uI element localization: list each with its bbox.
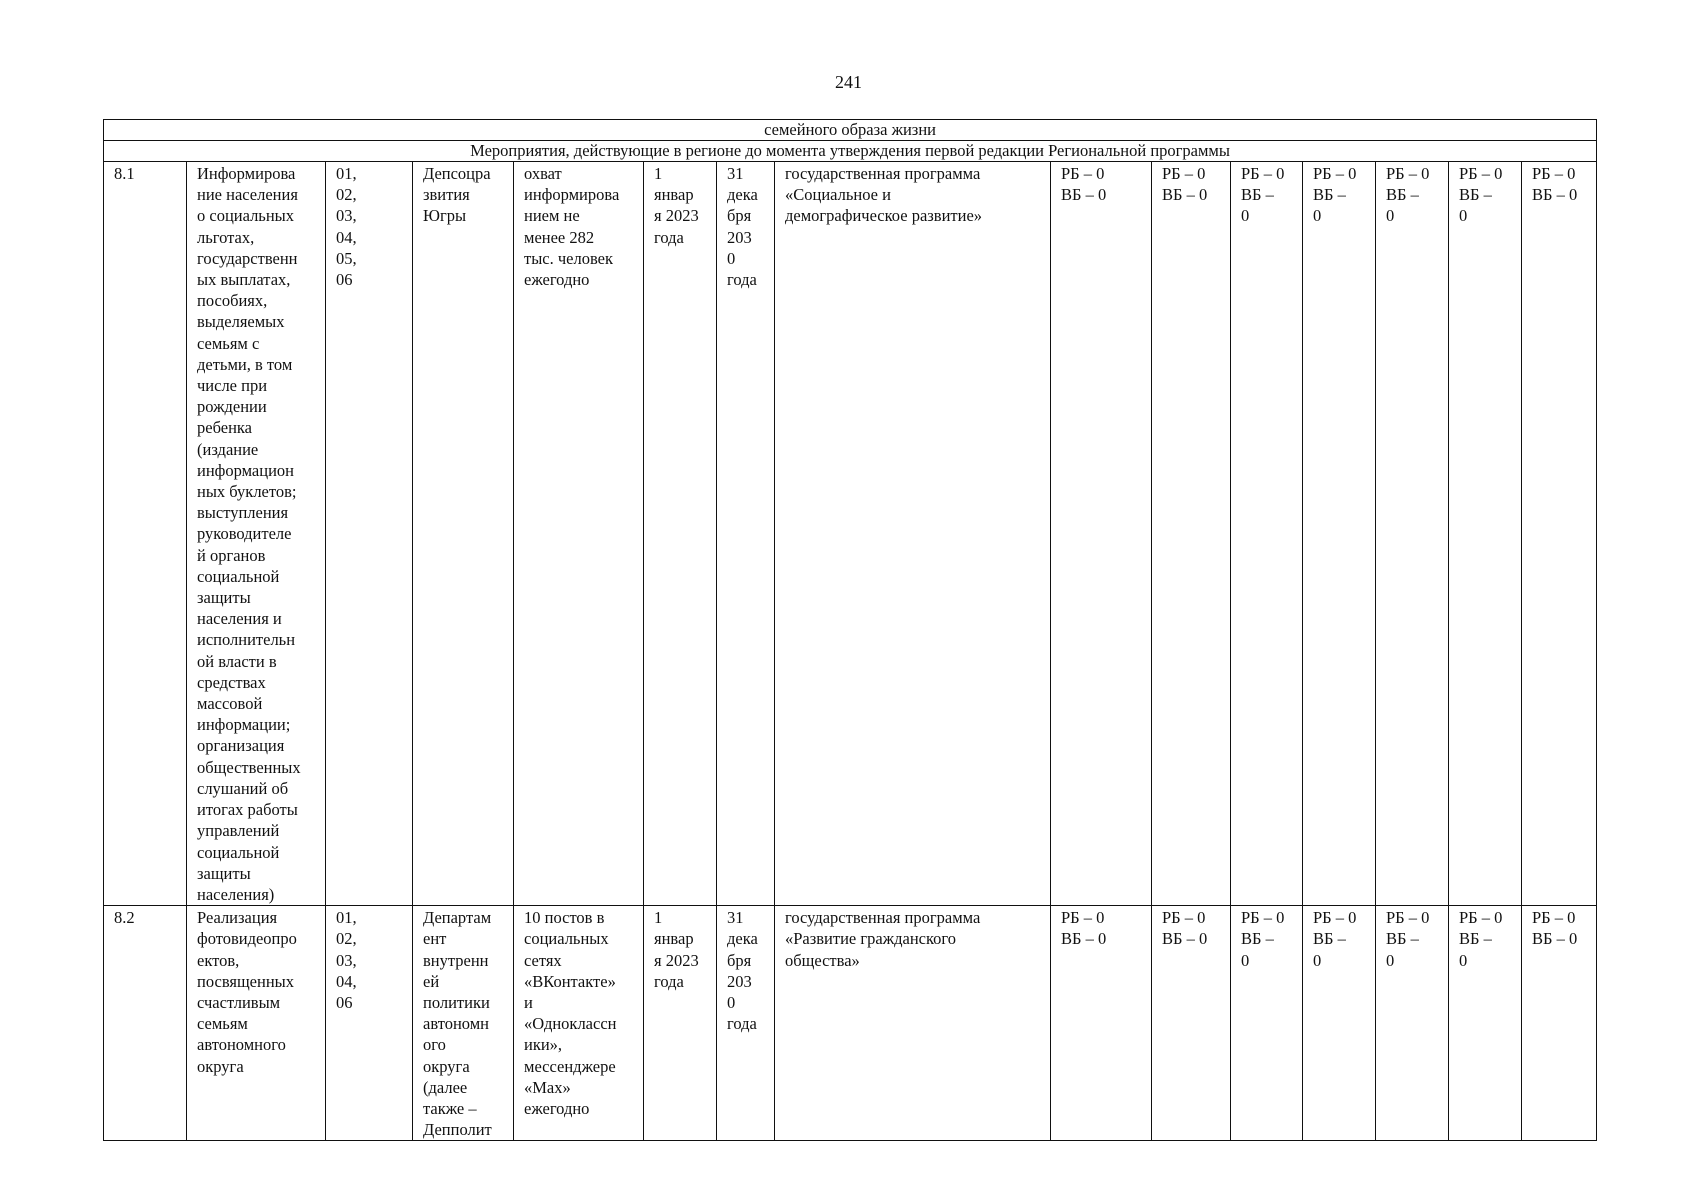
funding-cell: РБ – 0 ВБ – 0: [1376, 906, 1449, 1141]
program-table: [103, 119, 1597, 1141]
state-program: государственная программа «Социальное и демографическое развитие»: [775, 162, 1051, 906]
funding-cell: РБ – 0 ВБ – 0: [1449, 162, 1522, 906]
funding-cell: РБ – 0 ВБ – 0: [1376, 162, 1449, 906]
funding-cell: РБ – 0 ВБ – 0: [1231, 906, 1303, 1141]
expected-result: охват информирова нием не менее 282 тыс. человек ежегодно: [514, 162, 644, 906]
funding-cell: РБ – 0 ВБ – 0: [1051, 906, 1152, 1141]
indicator-codes: 01, 02, 03, 04, 05, 06: [326, 162, 413, 906]
funding-cell: РБ – 0 ВБ – 0: [1522, 906, 1597, 1141]
funding-cell: РБ – 0 ВБ – 0: [1449, 906, 1522, 1141]
event-name: Информирова ние населения о социальных льготах, государственн ых выплатах, пособиях, выделяемых семьям с детьми, в том числе при рождении ребенка (издание информацион ных буклетов; выступления руководителе й органов социальной защиты населения и исполнительн ой власти в средствах массовой информации; организация общественных слушаний об итогах работы управлений социальной защиты населения): [187, 162, 326, 906]
start-date: 1 январ я 2023 года: [644, 906, 717, 1141]
event-name: Реализация фотовидеопро ектов, посвященных счастливым семьям автономного округа: [187, 906, 326, 1141]
state-program: государственная программа «Развитие гражданского общества»: [775, 906, 1051, 1141]
funding-cell: РБ – 0 ВБ – 0: [1051, 162, 1152, 906]
end-date: 31 дека бря 203 0 года: [717, 162, 775, 906]
executor: Депсоцра звития Югры: [413, 162, 514, 906]
subsection-title-row: [104, 141, 1597, 162]
section-title: семейного образа жизни: [104, 120, 1597, 141]
subsection-title: Мероприятия, действующие в регионе до момента утверждения первой редакции Региональной программы: [104, 141, 1597, 162]
funding-cell: РБ – 0 ВБ – 0: [1303, 906, 1376, 1141]
funding-cell: РБ – 0 ВБ – 0: [1152, 906, 1231, 1141]
executor: Департам ент внутренн ей политики автономн ого округа (далее также – Депполит: [413, 906, 514, 1141]
table-row: [104, 162, 1597, 906]
end-date: 31 дека бря 203 0 года: [717, 906, 775, 1141]
start-date: 1 январ я 2023 года: [644, 162, 717, 906]
table-row: [104, 906, 1597, 1141]
funding-cell: РБ – 0 ВБ – 0: [1303, 162, 1376, 906]
section-title-row: [104, 120, 1597, 141]
row-number: 8.2: [104, 906, 187, 1141]
row-number: 8.1: [104, 162, 187, 906]
expected-result: 10 постов в социальных сетях «ВКонтакте» и «Одноклассн ики», мессенджере «Max» ежегодно: [514, 906, 644, 1141]
funding-cell: РБ – 0 ВБ – 0: [1152, 162, 1231, 906]
indicator-codes: 01, 02, 03, 04, 06: [326, 906, 413, 1141]
page-number: 241: [835, 72, 862, 92]
funding-cell: РБ – 0 ВБ – 0: [1231, 162, 1303, 906]
funding-cell: РБ – 0 ВБ – 0: [1522, 162, 1597, 906]
